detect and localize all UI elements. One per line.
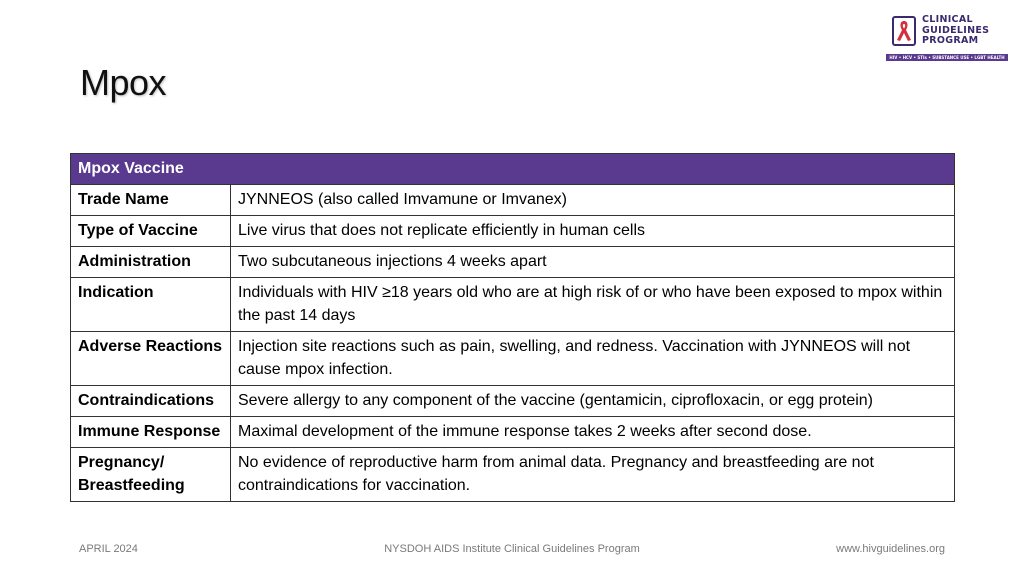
mpox-vaccine-table — [70, 153, 955, 502]
table-row — [71, 417, 955, 448]
row-value: Live virus that does not replicate efficiently in human cells — [231, 216, 955, 247]
clinical-guidelines-logo — [886, 14, 1008, 64]
table-row — [71, 216, 955, 247]
footer-org: NYSDOH AIDS Institute Clinical Guidelines Program — [384, 543, 640, 555]
awareness-ribbon-icon — [892, 16, 916, 46]
table-row — [71, 448, 955, 502]
row-value: No evidence of reproductive harm from animal data. Pregnancy and breastfeeding are not contraindications for vaccination. — [231, 448, 955, 502]
row-label: Contraindications — [71, 386, 231, 417]
table-row — [71, 247, 955, 278]
table-row — [71, 278, 955, 332]
table-header: Mpox Vaccine — [71, 154, 955, 185]
logo-line-1: CLINICAL — [922, 14, 973, 25]
row-value: JYNNEOS (also called Imvamune or Imvanex) — [231, 185, 955, 216]
logo-tagline: HIV • HCV • STIs • SUBSTANCE USE • LGBT HEALTH — [886, 54, 1008, 61]
logo-line-2: GUIDELINES — [922, 24, 990, 36]
row-value: Maximal development of the immune response takes 2 weeks after second dose. — [231, 417, 955, 448]
table-row — [71, 185, 955, 216]
slide-title: Mpox — [80, 62, 167, 103]
row-label: Trade Name — [71, 185, 231, 216]
row-value: Individuals with HIV ≥18 years old who are at high risk of or who have been exposed to mpox within the past 14 days — [231, 278, 955, 332]
table-row — [71, 332, 955, 386]
footer-date: APRIL 2024 — [79, 543, 138, 555]
table-header-row — [71, 154, 955, 185]
row-label: Pregnancy/ Breastfeeding — [71, 448, 231, 502]
row-label: Administration — [71, 247, 231, 278]
row-label: Type of Vaccine — [71, 216, 231, 247]
footer-url: www.hivguidelines.org — [836, 543, 945, 555]
logo-line-3: PROGRAM — [922, 35, 979, 46]
table-row — [71, 386, 955, 417]
row-value: Injection site reactions such as pain, swelling, and redness. Vaccination with JYNNEOS will not cause mpox infection. — [231, 332, 955, 386]
row-value: Severe allergy to any component of the vaccine (gentamicin, ciprofloxacin, or egg protein) — [231, 386, 955, 417]
row-label: Indication — [71, 278, 231, 332]
row-label: Adverse Reactions — [71, 332, 231, 386]
row-value: Two subcutaneous injections 4 weeks apart — [231, 247, 955, 278]
row-label: Immune Response — [71, 417, 231, 448]
